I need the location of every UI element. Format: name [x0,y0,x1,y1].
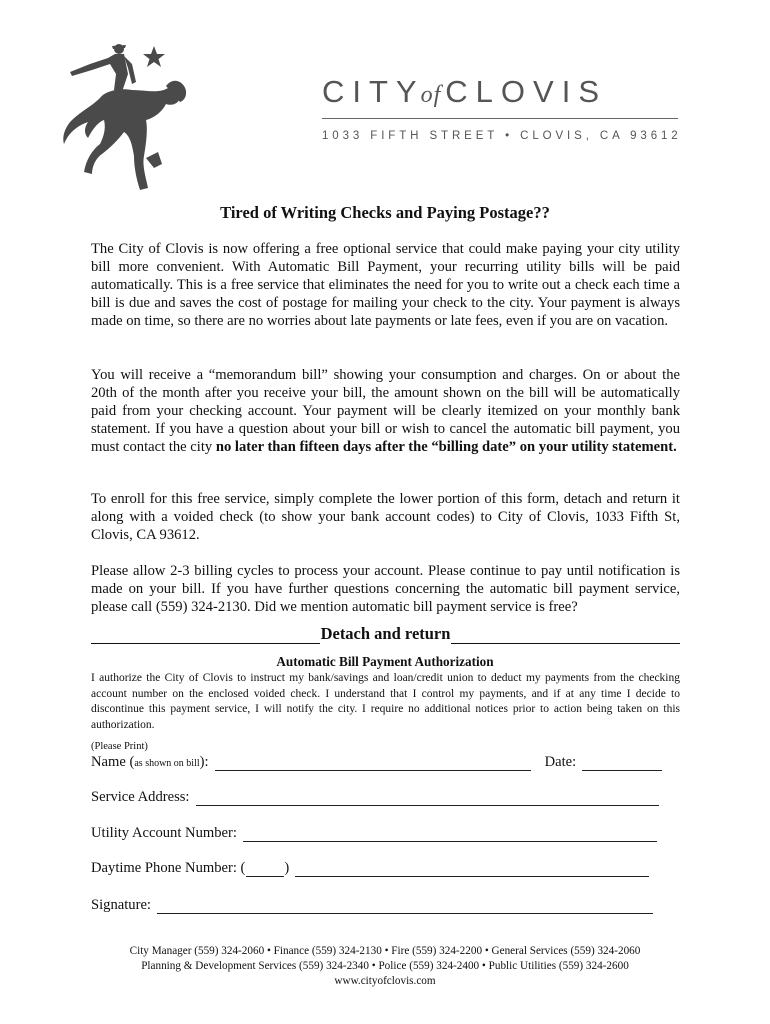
signature-row [91,897,671,914]
daytime-phone-input-line[interactable] [295,862,649,877]
paragraph-memorandum-bold: no later than fifteen days after the “billing date” on your utility statement. [215,439,677,455]
name-label: Name (as shown on bill): [91,754,209,770]
detach-line-left [91,627,320,644]
city-name-heading [322,74,678,110]
date-label: Date: [544,754,577,770]
signature-input-line[interactable] [157,899,653,914]
detach-divider [91,624,680,644]
daytime-phone-row [91,860,671,877]
authorization-title: Automatic Bill Payment Authorization [276,654,494,669]
signature-label: Signature: [91,897,151,913]
detach-label: Detach and return [320,624,451,643]
area-code-input-line[interactable] [246,862,284,877]
footer-phone-line-2: Planning & Development Services (559) 324-2340 • Police (559) 324-2400 • Public Utilities (559) 324-2600 [141,960,629,972]
authorization-text: I authorize the City of Clovis to instruct my bank/savings and loan/credit union to deduct my payments from the checking account number on the enclosed voided check. I understand that I control my payments, and if at any time I decide to discontinue this payment service, I will notify the city. I require no additional notices prior to action being taken on this authorization. [91,672,680,731]
bucking-horse-rider-logo [62,40,192,195]
paragraph-intro: The City of Clovis is now offering a free optional service that could make paying your city utility bill more convenient. With Automatic Bill Payment, your recurring utility bills will be paid automatically. This is a free service that eliminates the need for you to write out a check each time a bill is due and saves the cost of postage for mailing your check to the city. Your payment is always made on time, so there are no worries about late payments or late fees, even if you are on vacation. [91,241,680,329]
footer-website[interactable]: www.cityofclovis.com [334,975,436,987]
paragraph-enroll: To enroll for this free service, simply complete the lower portion of this form, detach and return it along with a voided check (to show your bank account codes) to City of Clovis, 1033 Fifth St, Clovis, CA 93612. [91,491,680,543]
paragraph-processing: Please allow 2-3 billing cycles to process your account. Please continue to pay until notification is made on your bill. If you have further questions concerning the automatic bill payment service, please call (559) 324-2130. Did we mention automatic bill payment service is free? [91,563,680,615]
service-address-input-line[interactable] [196,791,659,806]
name-input-line[interactable] [215,756,531,771]
footer-phone-line-1: City Manager (559) 324-2060 • Finance (559) 324-2130 • Fire (559) 324-2200 • General Services (559) 324-2060 [129,945,641,957]
star-icon [143,46,165,67]
utility-account-label: Utility Account Number: [91,825,237,841]
service-address-label: Service Address: [91,789,190,805]
service-address-row [91,789,671,806]
city-address: 1033 FIFTH STREET • CLOVIS, CA 93612 [322,130,682,142]
city-name-clovis: CLOVIS [445,74,608,109]
utility-account-input-line[interactable] [243,827,657,842]
utility-account-row [91,825,671,842]
city-name-city: CITY [322,74,425,109]
daytime-phone-label: Daytime Phone Number: ( [91,860,246,876]
name-field-row [91,754,671,771]
date-input-line[interactable] [582,756,662,771]
page-title: Tired of Writing Checks and Paying Postage?? [220,203,550,222]
city-name-of: of [420,82,442,108]
header-divider [322,118,678,119]
paragraph-memorandum-text: You will receive a “memorandum bill” showing your consumption and charges. On or about the 20th of the month after you receive your bill, the amount shown on the bill will be automatically paid from your checking account. Your payment will be clearly itemized on your monthly bank statement. If you have a question about your bill or wish to cancel the automatic bill payment, you must contact the city [91,367,680,455]
paragraph-memorandum [91,366,680,456]
please-print-note: (Please Print) [91,741,148,752]
daytime-phone-close: ) [284,860,290,876]
detach-line-right [451,627,680,644]
